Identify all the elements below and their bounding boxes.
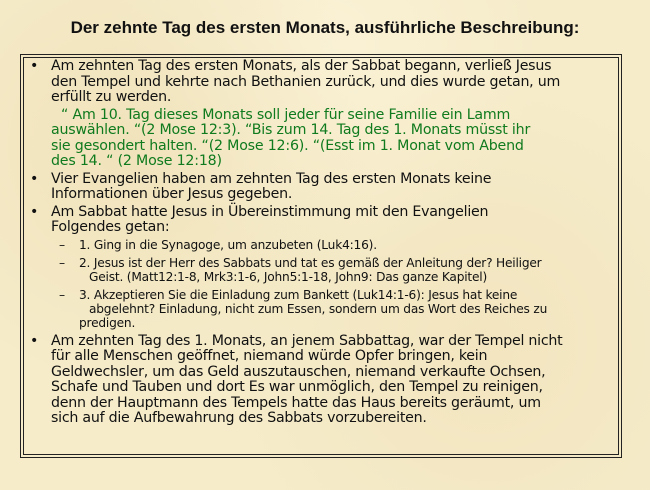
quote-line: “ Am 10. Tag dieses Monats soll jeder für seine Familie ein Lamm (61, 106, 511, 123)
bullet-line: • Vier Evangelien haben am zehnten Tag des ersten Monats keine (51, 170, 492, 187)
bullet-4 (27, 334, 615, 427)
bullet-3 (27, 205, 615, 236)
bullet-line: den Tempel und kehrte nach Bethanien zurück, und dies wurde getan, um (51, 73, 561, 90)
bullet-1 (27, 59, 615, 106)
bullet-line: Informationen über Jesus gegeben. (51, 186, 293, 202)
bullet-line: • Am Sabbat hatte Jesus in Übereinstimmung mit den Evangelien (51, 203, 489, 220)
bullet-line: Folgendes getan: (51, 219, 170, 235)
bullet-line: sich auf die Aufbewahrung des Sabbats vorzubereiten. (51, 410, 427, 426)
bullet-line: • Am zehnten Tag des 1. Monats, an jenem Sabbattag, war der Tempel nicht (51, 332, 563, 349)
bullet-line: Schafe und Tauben und dort Es war unmöglich, den Tempel zu reinigen, (51, 379, 543, 395)
content-body (27, 59, 615, 429)
sub-item-2 (27, 256, 615, 284)
sub-line: abgelehnt? Einladung, nicht zum Essen, sondern um das Wort des Reiches zu (89, 301, 548, 316)
quote-line: des 14. “ (2 Mose 12:18) (51, 153, 222, 169)
scripture-quote (27, 108, 615, 170)
bullet-line: erfüllt zu werden. (51, 89, 172, 105)
sub-line: – 3. Akzeptieren Sie die Einladung zum Bankett (Luk14:1-6): Jesus hat keine (79, 287, 518, 302)
sub-line: predigen. (79, 315, 136, 330)
bullet-line: für alle Menschen geöffnet, niemand würde Opfer bringen, kein (51, 348, 488, 364)
bullet-line: • Am zehnten Tag des ersten Monats, als der Sabbat begann, verließ Jesus (51, 58, 552, 74)
quote-line: auswählen. “(2 Mose 12:3). “Bis zum 14. Tag des 1. Monats müsst ihr (51, 122, 531, 138)
sub-line: – 2. Jesus ist der Herr des Sabbats und tat es gemäß der Anleitung der? Heiliger (79, 255, 542, 270)
slide-title: Der zehnte Tag des ersten Monats, ausführliche Beschreibung: (70, 18, 580, 37)
bullet-2 (27, 172, 615, 203)
sub-line: – 1. Ging in die Synagoge, um anzubeten (Luk4:16). (79, 237, 377, 252)
sub-item-1 (27, 238, 615, 252)
bullet-line: denn der Hauptmann des Tempels hatte das Haus bereits geräumt, um (51, 394, 541, 411)
sub-item-3 (27, 288, 615, 330)
quote-line: sie gesondert halten. “(2 Mose 12:6). “(Esst im 1. Monat vom Abend (51, 137, 524, 154)
sub-line: Geist. (Matt12:1-8, Mrk3:1-6, John5:1-18, John9: Das ganze Kapitel) (89, 269, 488, 284)
content-frame (20, 54, 622, 458)
bullet-line: Geldwechsler, um das Geld auszutauschen, niemand verkaufte Ochsen, (51, 363, 546, 380)
